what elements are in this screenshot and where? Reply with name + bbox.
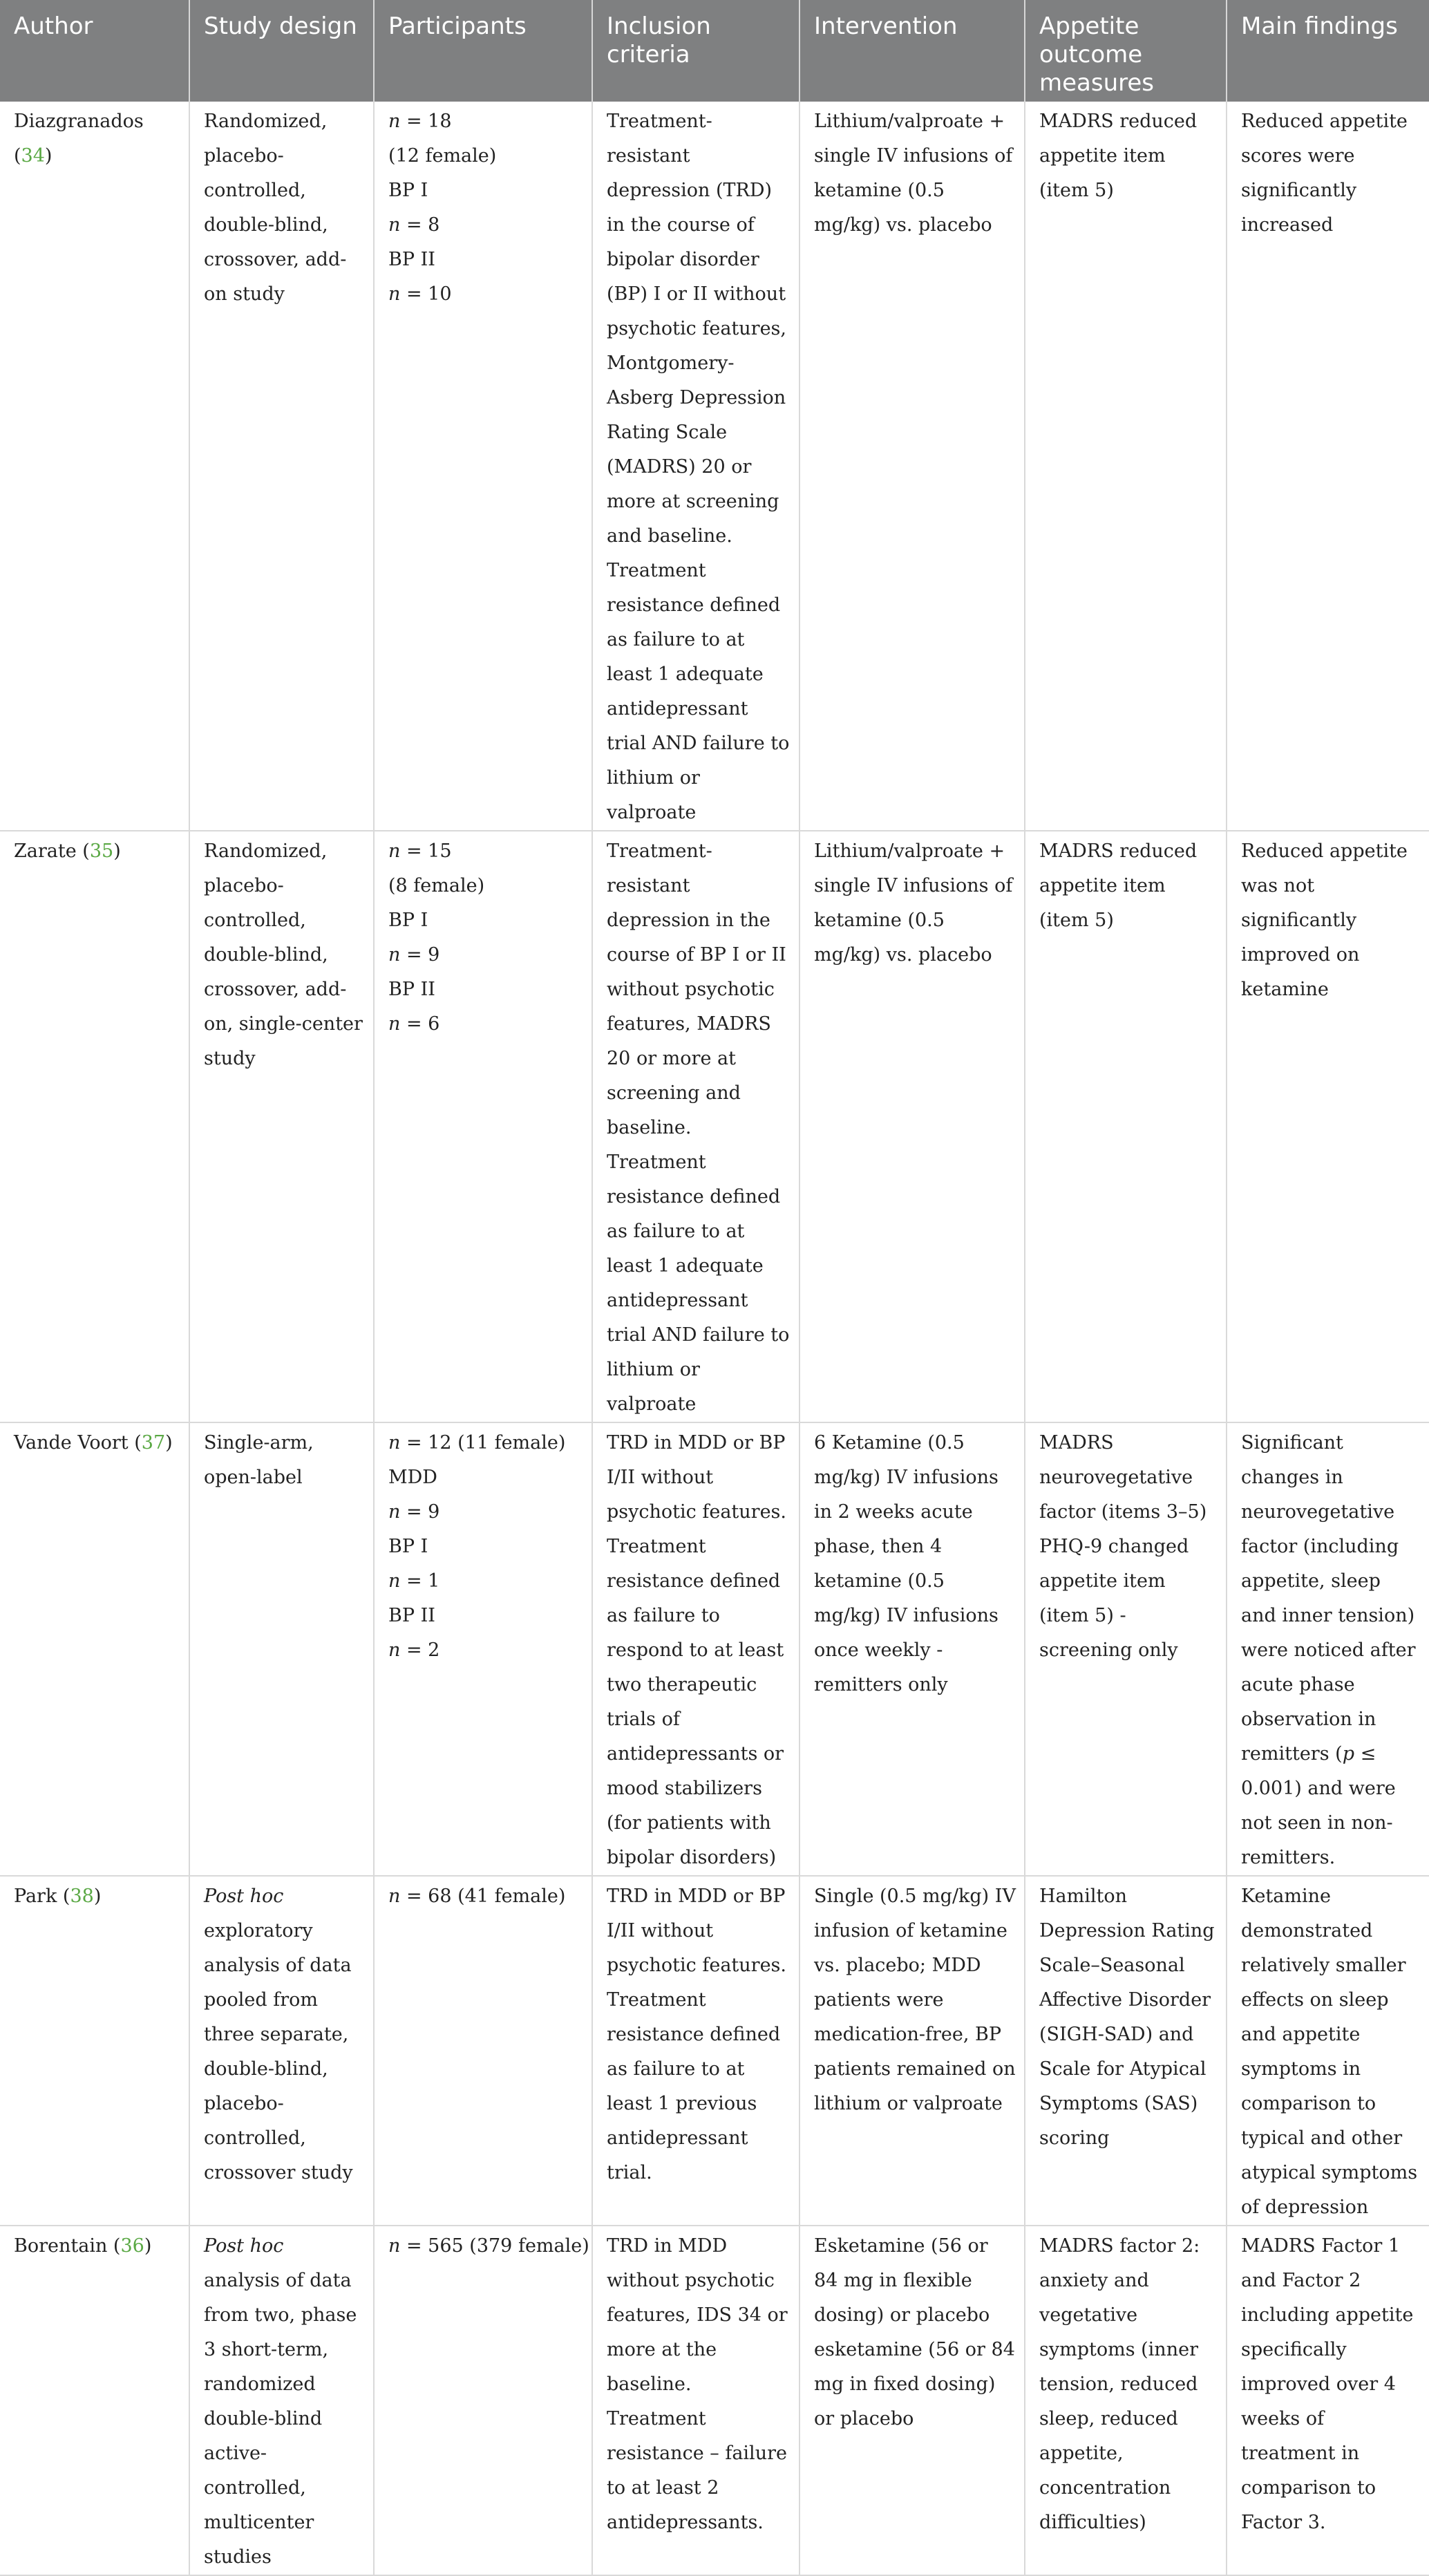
intervention-cell: Lithium/valproate + single IV infusions of ketamine (0.5 mg/kg) vs. placebo [799, 831, 1025, 1422]
main-findings-cell: MADRS Factor 1 and Factor 2 including appetite specifically improved over 4 weeks of treatment in comparison to Factor 3. [1227, 2226, 1429, 2575]
header-participants: Participants [374, 0, 592, 102]
participants-line: n = 565 (379 female) [388, 2235, 589, 2257]
participants-line: (8 female) [388, 875, 485, 896]
participants-line: BP I [388, 1536, 428, 1557]
reference-link[interactable]: 38 [70, 1886, 94, 1907]
participants-line: n = 68 (41 female) [388, 1886, 566, 1907]
header-appetite-outcome-measures: Appetite outcome measures [1025, 0, 1227, 102]
study-design-cell: Randomized, placebo-controlled, double-blind, crossover, add-on study [189, 102, 374, 831]
header-author: Author [0, 0, 189, 102]
participants-line: n = 2 [388, 1639, 440, 1661]
participants-line: n = 9 [388, 1501, 440, 1523]
participants-line: n = 8 [388, 214, 440, 236]
main-findings-cell: Reduced appetite scores were significantly increased [1227, 102, 1429, 831]
inclusion-criteria-cell: TRD in MDD or BP I/II without psychotic features. Treatment resistance defined as failure to respond to at least two therapeutic trials of antidepressants or mood stabilizers (for patients with bipolar disorders) [592, 1422, 799, 1876]
main-findings-cell: Reduced appetite was not significantly improved on ketamine [1227, 831, 1429, 1422]
study-design-cell: Randomized, placebo-controlled, double-blind, crossover, add-on, single-center study [189, 831, 374, 1422]
inclusion-criteria-cell: TRD in MDD without psychotic features, IDS 34 or more at the baseline. Treatment resistance – failure to at least 2 antidepressants. [592, 2226, 799, 2575]
appetite-outcome-cell: MADRS reduced appetite item (item 5) [1025, 831, 1227, 1422]
participants-cell [374, 831, 592, 1422]
author-cell: Diazgranados (34) [0, 102, 189, 831]
reference-link[interactable]: 37 [141, 1432, 166, 1454]
header-intervention: Intervention [799, 0, 1025, 102]
participants-cell [374, 2226, 592, 2575]
participants-line: BP II [388, 249, 435, 270]
participants-line: n = 10 [388, 283, 452, 305]
table-row [0, 2226, 1429, 2575]
author-cell: Vande Voort (37) [0, 1422, 189, 1876]
participants-line: n = 15 [388, 840, 452, 862]
header-inclusion-criteria: Inclusion criteria [592, 0, 799, 102]
main-findings-cell: Ketamine demonstrated relatively smaller effects on sleep and appetite symptoms in comparison to typical and other atypical symptoms of depression [1227, 1876, 1429, 2226]
participants-line: BP II [388, 1605, 435, 1626]
study-design-cell: Single-arm, open-label [189, 1422, 374, 1876]
header-study-design: Study design [189, 0, 374, 102]
appetite-outcome-cell: Hamilton Depression Rating Scale–Seasonal Affective Disorder (SIGH-SAD) and Scale for Atypical Symptoms (SAS) scoring [1025, 1876, 1227, 2226]
reference-link[interactable]: 36 [120, 2235, 144, 2257]
reference-link[interactable]: 35 [89, 840, 114, 862]
table-row [0, 102, 1429, 831]
intervention-cell: Single (0.5 mg/kg) IV infusion of ketamine vs. placebo; MDD patients were medication-free, BP patients remained on lithium or valproate [799, 1876, 1025, 2226]
table-row [0, 1422, 1429, 1876]
header-main-findings: Main findings [1227, 0, 1429, 102]
table-row [0, 1876, 1429, 2226]
author-name: Zarate [14, 840, 77, 862]
study-design-cell: Post hoc exploratory analysis of data pooled from three separate, double-blind, placebo-controlled, crossover study [189, 1876, 374, 2226]
author-name: Park [14, 1886, 57, 1907]
study-design-cell: Post hoc analysis of data from two, phase 3 short-term, randomized double-blind active-controlled, multicenter studies [189, 2226, 374, 2575]
inclusion-criteria-cell: Treatment-resistant depression in the course of BP I or II without psychotic features, MADRS 20 or more at screening and baseline. Treatment resistance defined as failure to at least 1 adequate antidepressant trial AND failure to lithium or valproate [592, 831, 799, 1422]
reference-link[interactable]: 34 [21, 145, 45, 167]
author-name: Borentain [14, 2235, 108, 2257]
author-name: Diazgranados [14, 111, 144, 132]
participants-cell [374, 1422, 592, 1876]
table-row [0, 831, 1429, 1422]
participants-cell [374, 1876, 592, 2226]
author-name: Vande Voort [14, 1432, 129, 1454]
participants-line: BP I [388, 910, 428, 931]
participants-line: (12 female) [388, 145, 497, 167]
participants-line: n = 9 [388, 944, 440, 966]
intervention-cell: 6 Ketamine (0.5 mg/kg) IV infusions in 2 weeks acute phase, then 4 ketamine (0.5 mg/kg) IV infusions once weekly - remitters only [799, 1422, 1025, 1876]
appetite-outcome-cell: MADRS neurovegetative factor (items 3–5) PHQ-9 changed appetite item (item 5) - screening only [1025, 1422, 1227, 1876]
participants-line: BP I [388, 180, 428, 201]
author-cell: Borentain (36) [0, 2226, 189, 2575]
participants-line: n = 12 (11 female) [388, 1432, 566, 1454]
author-cell: Zarate (35) [0, 831, 189, 1422]
author-cell: Park (38) [0, 1876, 189, 2226]
intervention-cell: Lithium/valproate + single IV infusions of ketamine (0.5 mg/kg) vs. placebo [799, 102, 1025, 831]
participants-line: n = 6 [388, 1013, 440, 1035]
participants-line: MDD [388, 1467, 437, 1488]
inclusion-criteria-cell: Treatment-resistant depression (TRD) in the course of bipolar disorder (BP) I or II without psychotic features, Montgomery-Asberg Depression Rating Scale (MADRS) 20 or more at screening and baseline. Treatment resistance defined as failure to at least 1 adequate antidepressant trial AND failure to lithium or valproate [592, 102, 799, 831]
appetite-outcome-cell: MADRS reduced appetite item (item 5) [1025, 102, 1227, 831]
participants-line: BP II [388, 979, 435, 1000]
participants-cell [374, 102, 592, 831]
intervention-cell: Esketamine (56 or 84 mg in flexible dosing) or placebo esketamine (56 or 84 mg in fixed dosing) or placebo [799, 2226, 1025, 2575]
appetite-outcome-cell: MADRS factor 2: anxiety and vegetative symptoms (inner tension, reduced sleep, reduced appetite, concentration difficulties) [1025, 2226, 1227, 2575]
participants-line: n = 1 [388, 1570, 440, 1592]
table-header-row [0, 0, 1429, 102]
main-findings-cell: Significant changes in neurovegetative factor (including appetite, sleep and inner tension) were noticed after acute phase observation in remitters (p ≤ 0.001) and were not seen in non-remitters. [1227, 1422, 1429, 1876]
participants-line: n = 18 [388, 111, 452, 132]
inclusion-criteria-cell: TRD in MDD or BP I/II without psychotic features. Treatment resistance defined as failure to at least 1 previous antidepressant trial. [592, 1876, 799, 2226]
